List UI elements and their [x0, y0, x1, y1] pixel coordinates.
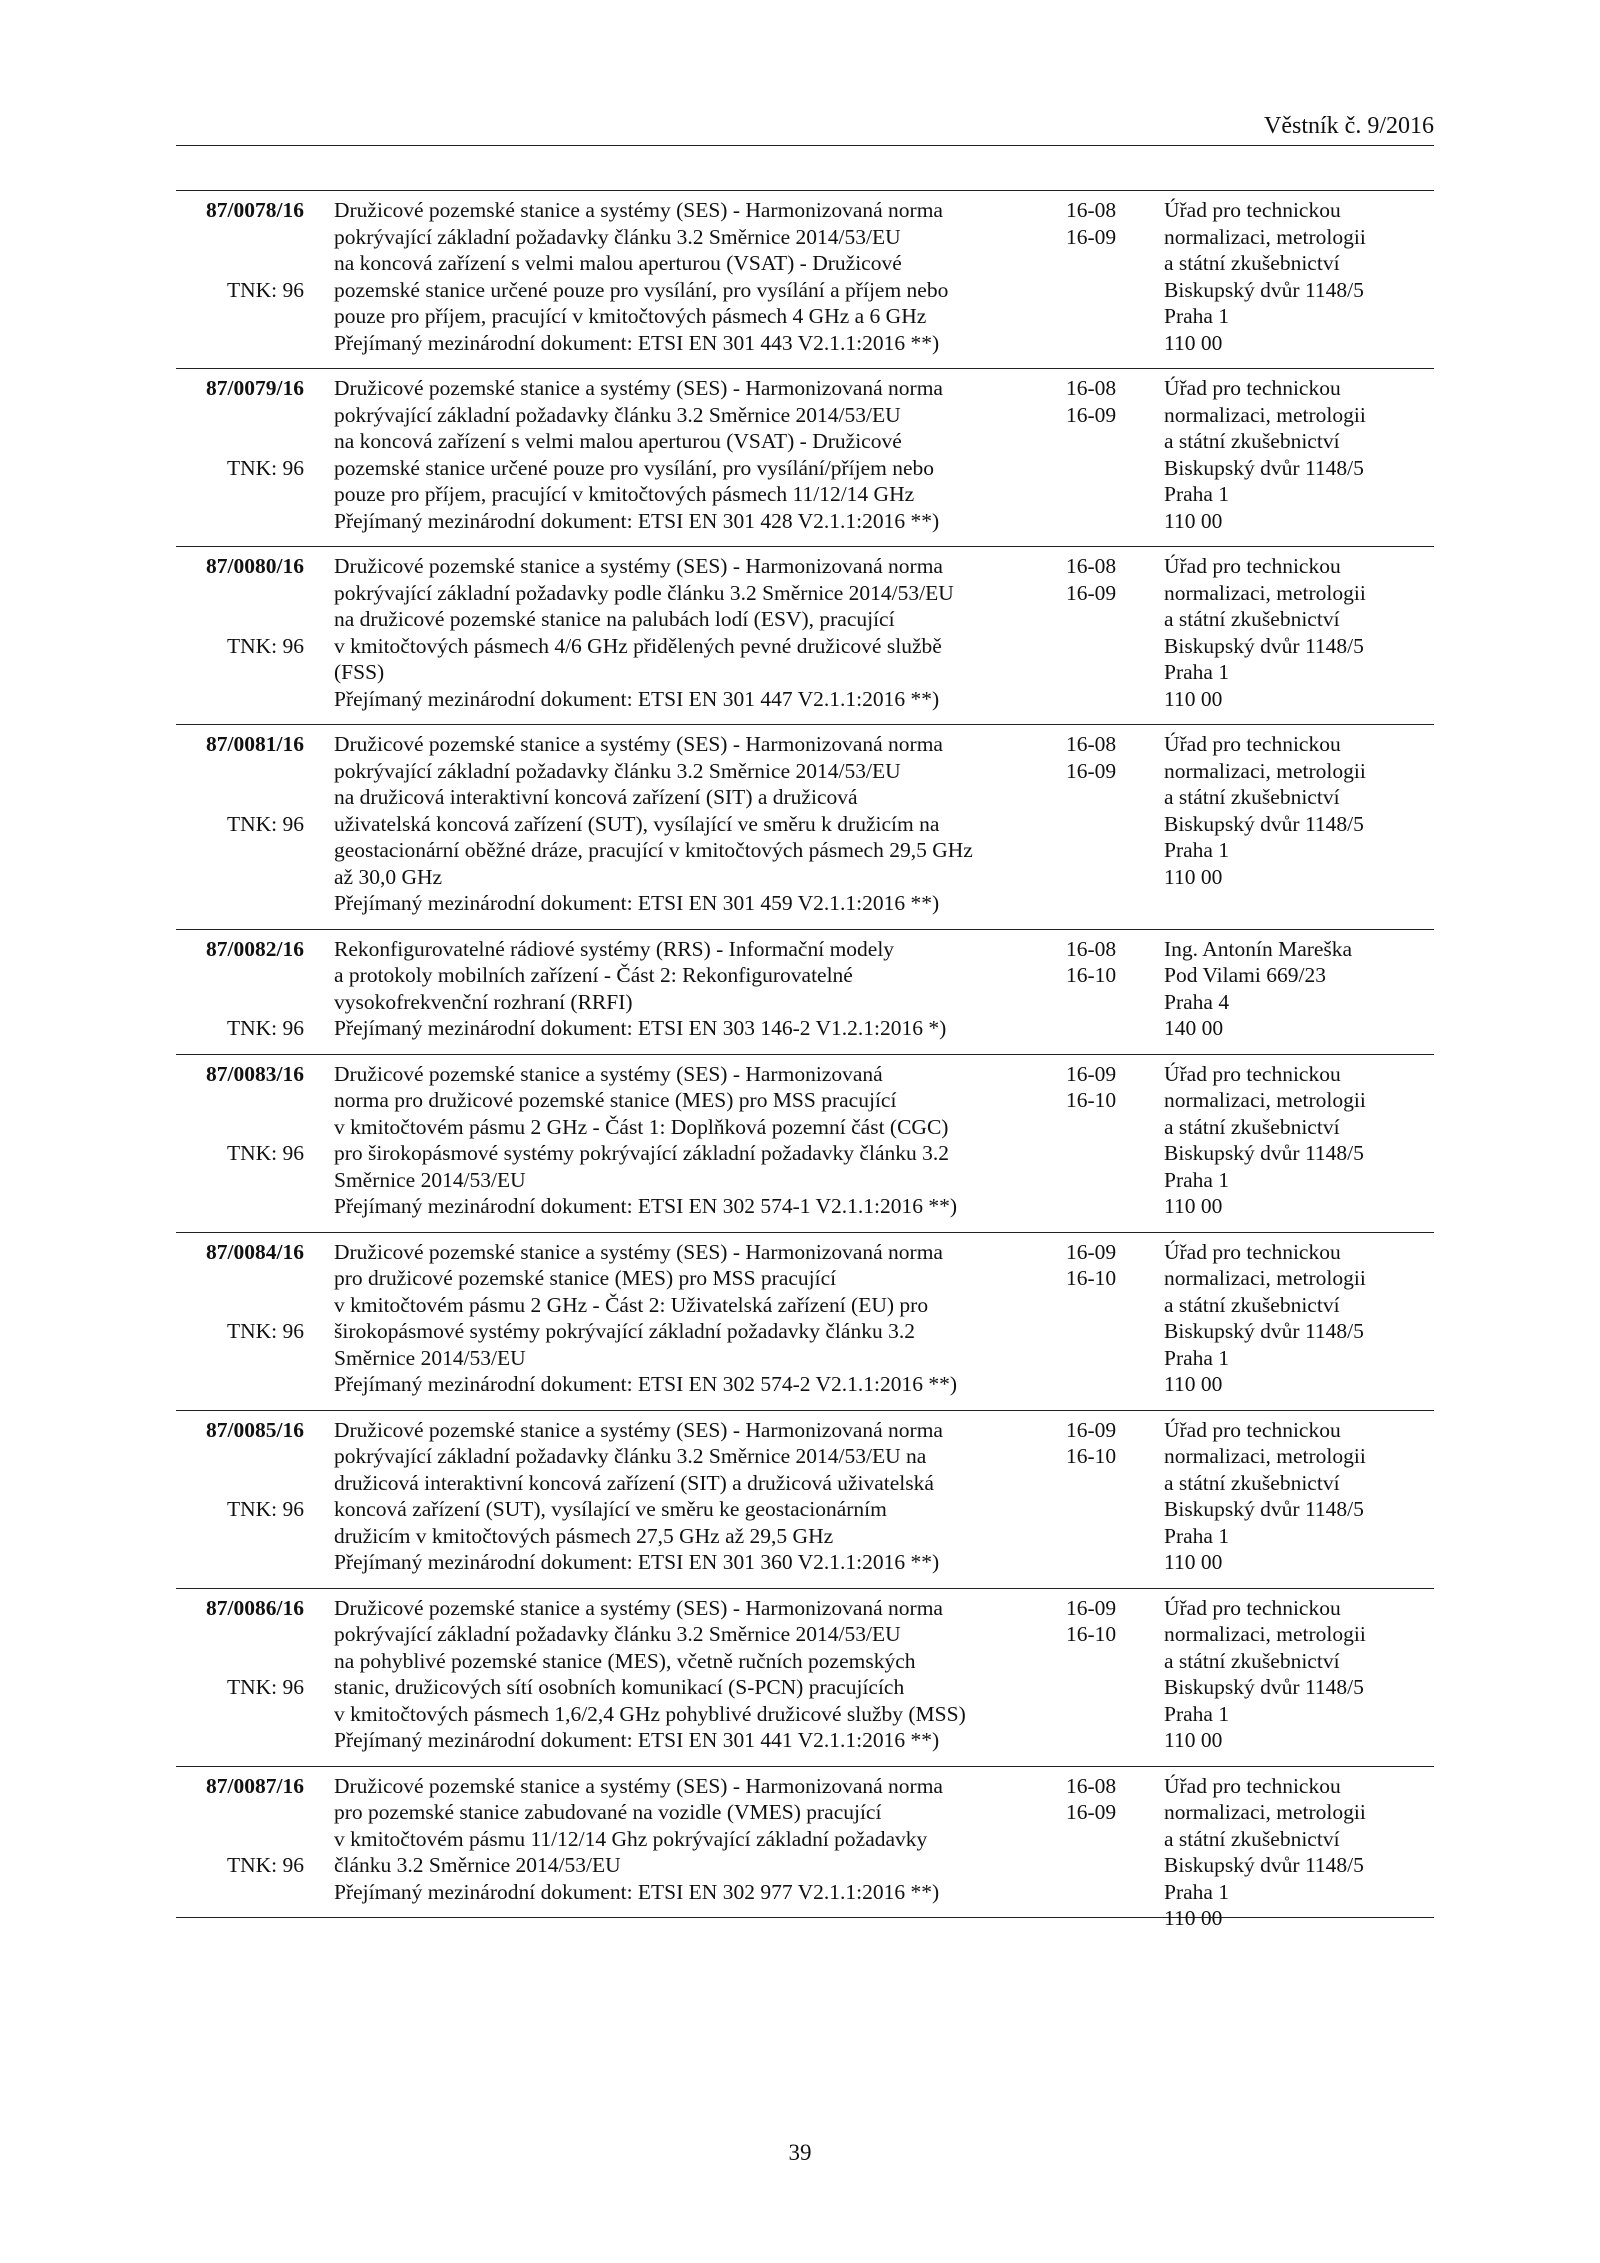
tnk-label: TNK: 96: [226, 277, 304, 302]
contact-line: normalizaci, metrologii: [1164, 1266, 1366, 1290]
contact-line: a státní zkušebnictví: [1164, 251, 1340, 275]
contact-line: Praha 1: [1164, 304, 1230, 328]
contact-line: Biskupský dvůr 1148/5: [1164, 1497, 1364, 1521]
contact-line: Praha 1: [1164, 1345, 1230, 1370]
entry-contact-cell: [1164, 553, 1434, 712]
contact-line: a státní zkušebnictví: [1164, 785, 1340, 809]
date-code: 16-10: [1066, 1266, 1117, 1290]
contact-line: 110 00: [1164, 864, 1223, 889]
title-line: Přejímaný mezinárodní dokument: ETSI EN 301 441 V2.1.1:2016 **): [334, 1728, 940, 1752]
title-line: širokopásmové systémy pokrývající základní požadavky článku 3.2: [334, 1319, 915, 1343]
contact-line: Praha 1: [1164, 1523, 1230, 1548]
contact-line: a státní zkušebnictví: [1164, 1470, 1340, 1495]
contact-line: normalizaci, metrologii: [1164, 1622, 1366, 1646]
title-line: pouze pro příjem, pracující v kmitočtových pásmech 11/12/14 GHz: [334, 482, 915, 506]
title-line: koncová zařízení (SUT), vysílající ve směru ke geostacionárním: [334, 1497, 887, 1521]
contact-line: Úřad pro technickou: [1164, 1417, 1341, 1442]
title-line: Přejímaný mezinárodní dokument: ETSI EN 301 428 V2.1.1:2016 **): [334, 508, 940, 533]
contact-line: normalizaci, metrologii: [1164, 402, 1366, 427]
date-code: 16-08: [1066, 732, 1117, 756]
contact-line: Praha 1: [1164, 482, 1230, 506]
date-code: 16-10: [1066, 1444, 1117, 1468]
contact-line: 110 00: [1164, 508, 1223, 533]
entry-contact-cell: [1164, 1595, 1434, 1754]
entry-dates-cell: [1066, 1061, 1146, 1114]
date-code: 16-09: [1066, 1595, 1117, 1620]
title-line: pro družicové pozemské stanice (MES) pro MSS pracující: [334, 1266, 837, 1290]
entry-number: 87/0083/16: [206, 1061, 304, 1086]
title-line: (FSS): [334, 660, 385, 684]
entry-id-cell: [176, 1773, 304, 1906]
title-line: Družicové pozemské stanice a systémy (SES) - Harmonizovaná norma: [334, 1239, 943, 1264]
entry-id-cell: [176, 375, 304, 534]
contact-line: Úřad pro technickou: [1164, 1239, 1341, 1264]
title-line: na pohyblivé pozemské stanice (MES), včetně ručních pozemských: [334, 1648, 916, 1673]
entry-id-cell: [176, 553, 304, 712]
tnk-label: TNK: 96: [226, 633, 304, 658]
entry-contact-cell: [1164, 1061, 1434, 1220]
title-line: Družicové pozemské stanice a systémy (SES) - Harmonizovaná norma: [334, 1773, 943, 1798]
entry-number: 87/0082/16: [206, 936, 304, 961]
date-code: 16-09: [1066, 758, 1117, 783]
title-line: norma pro družicové pozemské stanice (MES) pro MSS pracující: [334, 1088, 897, 1112]
title-line: Přejímaný mezinárodní dokument: ETSI EN 302 977 V2.1.1:2016 **): [334, 1879, 940, 1904]
contact-line: Praha 1: [1164, 1167, 1230, 1192]
contact-line: Biskupský dvůr 1148/5: [1164, 1675, 1364, 1699]
entry-number: 87/0079/16: [206, 376, 304, 400]
standard-entry: [176, 191, 1434, 368]
contact-line: a státní zkušebnictví: [1164, 1648, 1340, 1673]
title-line: Družicové pozemské stanice a systémy (SES) - Harmonizovaná norma: [334, 198, 943, 222]
entry-contact-cell: [1164, 1773, 1434, 1932]
contact-line: Praha 4: [1164, 989, 1230, 1014]
title-line: Přejímaný mezinárodní dokument: ETSI EN 303 146-2 V1.2.1:2016 *): [334, 1016, 947, 1040]
contact-line: a státní zkušebnictví: [1164, 1292, 1340, 1317]
entry-number: 87/0078/16: [206, 198, 304, 222]
entry-dates-cell: [1066, 936, 1146, 989]
standard-entry: [176, 724, 1434, 929]
contact-line: a státní zkušebnictví: [1164, 429, 1340, 453]
title-line: až 30,0 GHz: [334, 864, 443, 889]
date-code: 16-10: [1066, 1622, 1117, 1646]
entry-id-cell: [176, 1061, 304, 1220]
title-line: geostacionární oběžné dráze, pracující v kmitočtových pásmech 29,5 GHz: [334, 838, 973, 862]
standard-entry: [176, 1054, 1434, 1232]
entry-id-cell: [176, 936, 304, 1042]
entry-dates-cell: [1066, 1773, 1146, 1826]
date-code: 16-09: [1066, 580, 1117, 605]
contact-line: Pod Vilami 669/23: [1164, 963, 1326, 987]
contact-line: normalizaci, metrologii: [1164, 580, 1366, 605]
date-code: 16-09: [1066, 1800, 1117, 1824]
title-line: v kmitočtovém pásmu 11/12/14 Ghz pokrývající základní požadavky: [334, 1826, 928, 1851]
contact-line: Biskupský dvůr 1148/5: [1164, 1141, 1364, 1165]
date-code: 16-10: [1066, 963, 1117, 987]
entry-contact-cell: [1164, 375, 1434, 534]
entry-number: 87/0080/16: [206, 554, 304, 578]
standard-entry: [176, 546, 1434, 724]
entry-contact-cell: [1164, 936, 1434, 1042]
title-line: stanic, družicových sítí osobních komunikací (S-PCN) pracujících: [334, 1675, 905, 1699]
contact-line: a státní zkušebnictví: [1164, 1114, 1340, 1139]
title-line: na družicová interaktivní koncová zařízení (SIT) a družicová: [334, 785, 858, 809]
tnk-label: TNK: 96: [226, 1141, 304, 1165]
contact-line: 110 00: [1164, 1906, 1223, 1930]
date-code: 16-09: [1066, 1239, 1117, 1264]
entry-contact-cell: [1164, 731, 1434, 890]
contact-line: 110 00: [1164, 686, 1223, 711]
tnk-label: TNK: 96: [226, 1853, 304, 1877]
entry-dates-cell: [1066, 1239, 1146, 1292]
page-number: 39: [788, 2140, 812, 2165]
tnk-label: TNK: 96: [226, 1675, 304, 1699]
entry-number: 87/0081/16: [206, 732, 304, 756]
standard-entry: [176, 929, 1434, 1054]
entry-contact-cell: [1164, 1417, 1434, 1576]
title-line: Přejímaný mezinárodní dokument: ETSI EN 302 574-1 V2.1.1:2016 **): [334, 1194, 958, 1218]
contact-line: Biskupský dvůr 1148/5: [1164, 811, 1364, 836]
contact-line: Úřad pro technickou: [1164, 1595, 1341, 1620]
title-line: na koncová zařízení s velmi malou aperturou (VSAT) - Družicové: [334, 251, 902, 275]
date-code: 16-09: [1066, 1061, 1117, 1086]
contact-line: Biskupský dvůr 1148/5: [1164, 633, 1364, 658]
title-line: a protokoly mobilních zařízení - Část 2: Rekonfigurovatelné: [334, 963, 853, 987]
contact-line: Biskupský dvůr 1148/5: [1164, 455, 1364, 480]
tnk-label: TNK: 96: [226, 1319, 304, 1343]
standard-entry: [176, 368, 1434, 546]
title-line: pokrývající základní požadavky článku 3.2 Směrnice 2014/53/EU na: [334, 1444, 927, 1468]
title-line: Přejímaný mezinárodní dokument: ETSI EN 302 574-2 V2.1.1:2016 **): [334, 1372, 958, 1396]
title-line: Družicové pozemské stanice a systémy (SES) - Harmonizovaná norma: [334, 376, 943, 400]
contact-line: Biskupský dvůr 1148/5: [1164, 1319, 1364, 1343]
tnk-label: TNK: 96: [226, 811, 304, 836]
title-line: Přejímaný mezinárodní dokument: ETSI EN 301 447 V2.1.1:2016 **): [334, 686, 940, 711]
entry-dates-cell: [1066, 731, 1146, 784]
title-line: Družicové pozemské stanice a systémy (SES) - Harmonizovaná norma: [334, 1417, 943, 1442]
tnk-label: TNK: 96: [226, 1016, 304, 1040]
contact-line: 140 00: [1164, 1016, 1224, 1040]
contact-line: Biskupský dvůr 1148/5: [1164, 1853, 1364, 1877]
title-line: pokrývající základní požadavky podle článku 3.2 Směrnice 2014/53/EU: [334, 580, 954, 605]
contact-line: 110 00: [1164, 1728, 1223, 1752]
entry-id-cell: [176, 1417, 304, 1576]
entry-dates-cell: [1066, 1417, 1146, 1470]
date-code: 16-10: [1066, 1088, 1117, 1112]
title-line: družicová interaktivní koncová zařízení (SIT) a družicová uživatelská: [334, 1470, 934, 1495]
tnk-label: TNK: 96: [226, 1497, 304, 1521]
entry-dates-cell: [1066, 553, 1146, 606]
date-code: 16-08: [1066, 936, 1117, 961]
title-line: v kmitočtovém pásmu 2 GHz - Část 1: Doplňková pozemní část (CGC): [334, 1114, 949, 1139]
contact-line: a státní zkušebnictví: [1164, 607, 1340, 631]
title-line: vysokofrekvenční rozhraní (RRFI): [334, 989, 633, 1014]
contact-line: Úřad pro technickou: [1164, 554, 1341, 578]
entry-id-cell: [176, 1595, 304, 1754]
date-code: 16-08: [1066, 1773, 1117, 1798]
entry-dates-cell: [1066, 1595, 1146, 1648]
contact-line: Úřad pro technickou: [1164, 1773, 1341, 1798]
title-line: pozemské stanice určené pouze pro vysílání, pro vysílání a příjem nebo: [334, 277, 949, 302]
entry-contact-cell: [1164, 1239, 1434, 1398]
contact-line: Úřad pro technickou: [1164, 376, 1341, 400]
title-line: pouze pro příjem, pracující v kmitočtových pásmech 4 GHz a 6 GHz: [334, 304, 927, 328]
contact-line: normalizaci, metrologii: [1164, 758, 1366, 783]
contact-line: 110 00: [1164, 1372, 1223, 1396]
standard-entry: [176, 1588, 1434, 1766]
date-code: 16-08: [1066, 198, 1117, 222]
contact-line: 110 00: [1164, 1194, 1223, 1218]
contact-line: 110 00: [1164, 1550, 1223, 1574]
entry-id-cell: [176, 197, 304, 356]
date-code: 16-09: [1066, 1417, 1117, 1442]
contact-line: normalizaci, metrologii: [1164, 1800, 1366, 1824]
title-line: pokrývající základní požadavky článku 3.2 Směrnice 2014/53/EU: [334, 402, 901, 427]
entry-number: 87/0087/16: [206, 1773, 304, 1798]
title-line: Směrnice 2014/53/EU: [334, 1167, 526, 1192]
contact-line: Praha 1: [1164, 838, 1230, 862]
title-line: Družicové pozemské stanice a systémy (SES) - Harmonizovaná: [334, 1061, 883, 1086]
entry-number: 87/0086/16: [206, 1595, 304, 1620]
contact-line: Úřad pro technickou: [1164, 1061, 1341, 1086]
title-line: pozemské stanice určené pouze pro vysílání, pro vysílání/příjem nebo: [334, 455, 935, 480]
title-line: na družicové pozemské stanice na palubách lodí (ESV), pracující: [334, 607, 895, 631]
contact-line: a státní zkušebnictví: [1164, 1826, 1340, 1851]
contact-line: normalizaci, metrologii: [1164, 1444, 1366, 1468]
title-line: pokrývající základní požadavky článku 3.2 Směrnice 2014/53/EU: [334, 1622, 901, 1646]
date-code: 16-08: [1066, 376, 1117, 400]
contact-line: 110 00: [1164, 330, 1223, 355]
entry-dates-cell: [1066, 197, 1146, 250]
standard-entry: [176, 1766, 1434, 1930]
contact-line: Praha 1: [1164, 660, 1230, 684]
contact-line: Ing. Antonín Mareška: [1164, 936, 1353, 961]
contact-line: normalizaci, metrologii: [1164, 224, 1366, 249]
entry-id-cell: [176, 731, 304, 917]
entry-number: 87/0084/16: [206, 1239, 304, 1264]
title-line: Družicové pozemské stanice a systémy (SES) - Harmonizovaná norma: [334, 1595, 943, 1620]
standards-table: [176, 190, 1434, 1930]
date-code: 16-09: [1066, 402, 1117, 427]
contact-line: Úřad pro technickou: [1164, 198, 1341, 222]
standard-entry: [176, 1410, 1434, 1588]
standard-entry: [176, 1232, 1434, 1410]
title-line: v kmitočtových pásmech 4/6 GHz přidělených pevné družicové službě: [334, 633, 942, 658]
contact-line: Úřad pro technickou: [1164, 732, 1341, 756]
title-line: družicím v kmitočtových pásmech 27,5 GHz až 29,5 GHz: [334, 1523, 834, 1548]
title-line: v kmitočtovém pásmu 2 GHz - Část 2: Uživatelská zařízení (EU) pro: [334, 1292, 929, 1317]
title-line: pokrývající základní požadavky článku 3.2 Směrnice 2014/53/EU: [334, 758, 901, 783]
contact-line: Praha 1: [1164, 1879, 1230, 1904]
contact-line: Biskupský dvůr 1148/5: [1164, 277, 1364, 302]
title-line: pro pozemské stanice zabudované na vozidle (VMES) pracující: [334, 1800, 882, 1824]
title-line: pro širokopásmové systémy pokrývající základní požadavky článku 3.2: [334, 1141, 949, 1165]
entry-number: 87/0085/16: [206, 1417, 304, 1442]
title-line: Přejímaný mezinárodní dokument: ETSI EN 301 360 V2.1.1:2016 **): [334, 1550, 940, 1574]
title-line: Přejímaný mezinárodní dokument: ETSI EN 301 459 V2.1.1:2016 **): [334, 891, 940, 915]
journal-issue-title: Věstník č. 9/2016: [1264, 113, 1434, 139]
entry-contact-cell: [1164, 197, 1434, 356]
title-line: uživatelská koncová zařízení (SUT), vysílající ve směru k družicím na: [334, 811, 940, 836]
entry-dates-cell: [1066, 375, 1146, 428]
contact-line: normalizaci, metrologii: [1164, 1088, 1366, 1112]
title-line: Rekonfigurovatelné rádiové systémy (RRS) - Informační modely: [334, 936, 895, 961]
title-line: Přejímaný mezinárodní dokument: ETSI EN 301 443 V2.1.1:2016 **): [334, 330, 940, 355]
title-line: pokrývající základní požadavky článku 3.2 Směrnice 2014/53/EU: [334, 224, 901, 249]
date-code: 16-09: [1066, 224, 1117, 249]
title-line: Družicové pozemské stanice a systémy (SES) - Harmonizovaná norma: [334, 554, 943, 578]
entry-id-cell: [176, 1239, 304, 1398]
title-line: na koncová zařízení s velmi malou aperturou (VSAT) - Družicové: [334, 429, 902, 453]
header-divider: [176, 145, 1434, 146]
tnk-label: TNK: 96: [226, 455, 304, 480]
title-line: článku 3.2 Směrnice 2014/53/EU: [334, 1853, 621, 1877]
date-code: 16-08: [1066, 554, 1117, 578]
title-line: Směrnice 2014/53/EU: [334, 1345, 526, 1370]
contact-line: Praha 1: [1164, 1701, 1230, 1726]
title-line: Družicové pozemské stanice a systémy (SES) - Harmonizovaná norma: [334, 732, 943, 756]
title-line: v kmitočtových pásmech 1,6/2,4 GHz pohyblivé družicové služby (MSS): [334, 1701, 966, 1726]
